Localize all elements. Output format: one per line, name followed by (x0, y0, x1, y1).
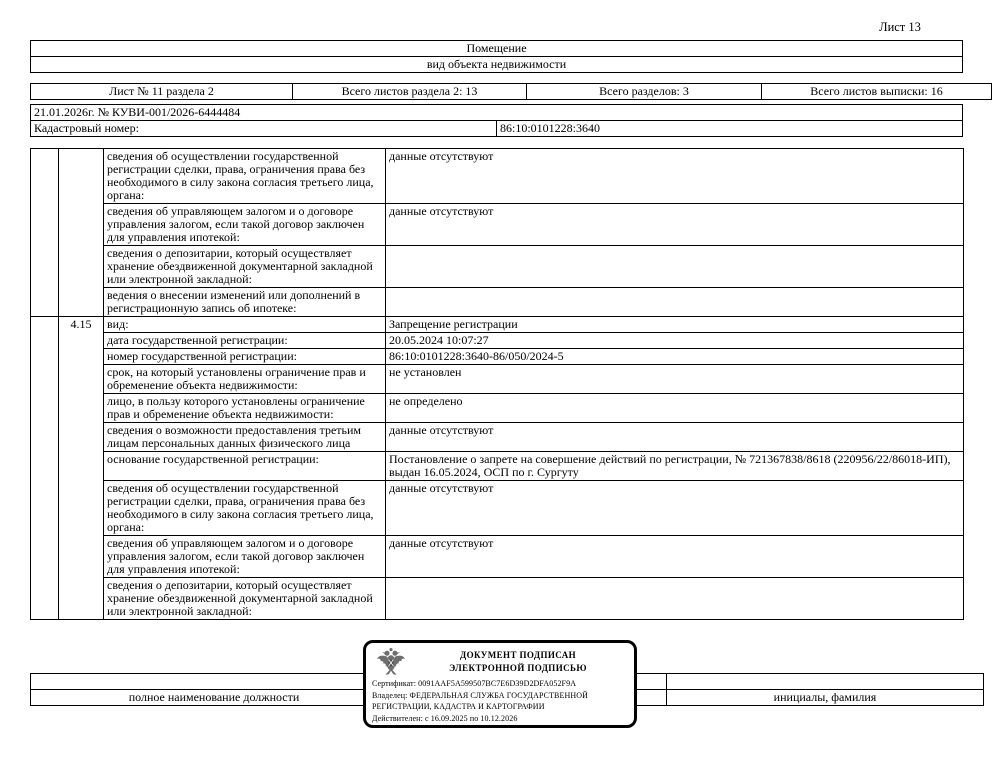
doc-date-number: 21.01.2026г. № КУВИ-001/2026-6444484 (31, 105, 963, 121)
attribute-label: ведения о внесении изменений или дополнений в регистрационную запись об ипотеке: (104, 288, 386, 317)
position-label: полное наименование должности (31, 690, 398, 706)
stamp-certificate-line: Сертификат: 0091AAF5A599507BC7E6D39D2DFA052F9A (372, 679, 577, 688)
attribute-label: сведения об осуществлении государственной регистрации сделки, права, ограничения права без необходимого в силу закона согласия третьего лица, органа: (104, 481, 386, 536)
attribute-value: данные отсутствуют (386, 423, 964, 452)
row-group-spacer (31, 149, 59, 317)
stamp-owner-line1: Владелец: ФЕДЕРАЛЬНАЯ СЛУЖБА ГОСУДАРСТВЕННОЙ (372, 690, 588, 700)
stamp-validity-line: Действителен: с 16.09.2025 по 10.12.2026 (372, 713, 518, 723)
attribute-label: вид: (104, 317, 386, 333)
attribute-label: номер государственной регистрации: (104, 349, 386, 365)
stamp-title-line1: ДОКУМЕНТ ПОДПИСАН (460, 649, 576, 660)
attribute-label: сведения о депозитарии, который осуществляет хранение обездвиженной документарной закладной или электронной закладной: (104, 578, 386, 620)
attribute-label: срок, на который установлены ограничение прав и обременение объекта недвижимости: (104, 365, 386, 394)
attribute-value (386, 246, 964, 288)
sheet-cell: Лист № 11 раздела 2 (31, 84, 293, 100)
attribute-label: лицо, в пользу которого установлены ограничение прав и обременение объекта недвижимости: (104, 394, 386, 423)
name-label: инициалы, фамилия (667, 690, 984, 706)
attribute-value: не определено (386, 394, 964, 423)
double-headed-eagle-icon (374, 646, 408, 678)
item-number: 4.15 (59, 317, 104, 620)
attribute-value: Запрещение регистрации (386, 317, 964, 333)
cadastral-value: 86:10:0101228:3640 (497, 121, 963, 137)
sections-total-cell: Всего разделов: 3 (527, 84, 762, 100)
attribute-value: не установлен (386, 365, 964, 394)
row-group-spacer (31, 317, 59, 620)
sheet-number-label: Лист 13 (879, 20, 921, 34)
attribute-value (386, 288, 964, 317)
signature-empty-cell (31, 674, 398, 690)
attribute-value (386, 578, 964, 620)
attribute-label: дата государственной регистрации: (104, 333, 386, 349)
attribute-label: сведения о возможности предоставления третьим лицам персональных данных физического лица (104, 423, 386, 452)
attribute-value: данные отсутствуют (386, 204, 964, 246)
object-type-value: Помещение (31, 41, 963, 57)
stamp-owner-line2: РЕГИСТРАЦИИ, КАДАСТРА И КАРТОГРАФИИ (372, 702, 545, 711)
electronic-signature-stamp (363, 640, 637, 728)
restrictions-table (30, 148, 964, 620)
attribute-value: данные отсутствуют (386, 149, 964, 204)
attribute-value: 20.05.2024 10:07:27 (386, 333, 964, 349)
attribute-label: сведения об осуществлении государственной регистрации сделки, права, ограничения права без необходимого в силу закона согласия третьего лица, органа: (104, 149, 386, 204)
signature-empty-cell (667, 674, 984, 690)
attribute-label: основание государственной регистрации: (104, 452, 386, 481)
attribute-value: Постановление о запрете на совершение действий по регистрации, № 721367838/8618 (220956/22/86018-ИП), выдан 16.05.2024, ОСП по г. Сургуту (386, 452, 964, 481)
sheet-counters-table (30, 83, 992, 100)
extract-sheets-cell: Всего листов выписки: 16 (762, 84, 992, 100)
attribute-value: данные отсутствуют (386, 481, 964, 536)
stamp-title (408, 649, 628, 675)
stamp-title-line2: ЭЛЕКТРОННОЙ ПОДПИСЬЮ (449, 662, 587, 673)
object-type-table (30, 40, 963, 73)
attribute-label: сведения об управляющем залогом и о договоре управления залогом, если такой договор заключен для управления ипотекой: (104, 204, 386, 246)
doc-info-table (30, 104, 963, 137)
cadastral-label: Кадастровый номер: (31, 121, 497, 137)
attribute-value: 86:10:0101228:3640-86/050/2024-5 (386, 349, 964, 365)
section-sheets-cell: Всего листов раздела 2: 13 (293, 84, 527, 100)
attribute-value: данные отсутствуют (386, 536, 964, 578)
attribute-label: сведения об управляющем залогом и о договоре управления залогом, если такой договор заключен для управления ипотекой: (104, 536, 386, 578)
stamp-header (372, 645, 628, 678)
object-type-caption: вид объекта недвижимости (31, 57, 963, 73)
attribute-label: сведения о депозитарии, который осуществляет хранение обездвиженной документарной закладной или электронной закладной: (104, 246, 386, 288)
row-group-number-empty (59, 149, 104, 317)
